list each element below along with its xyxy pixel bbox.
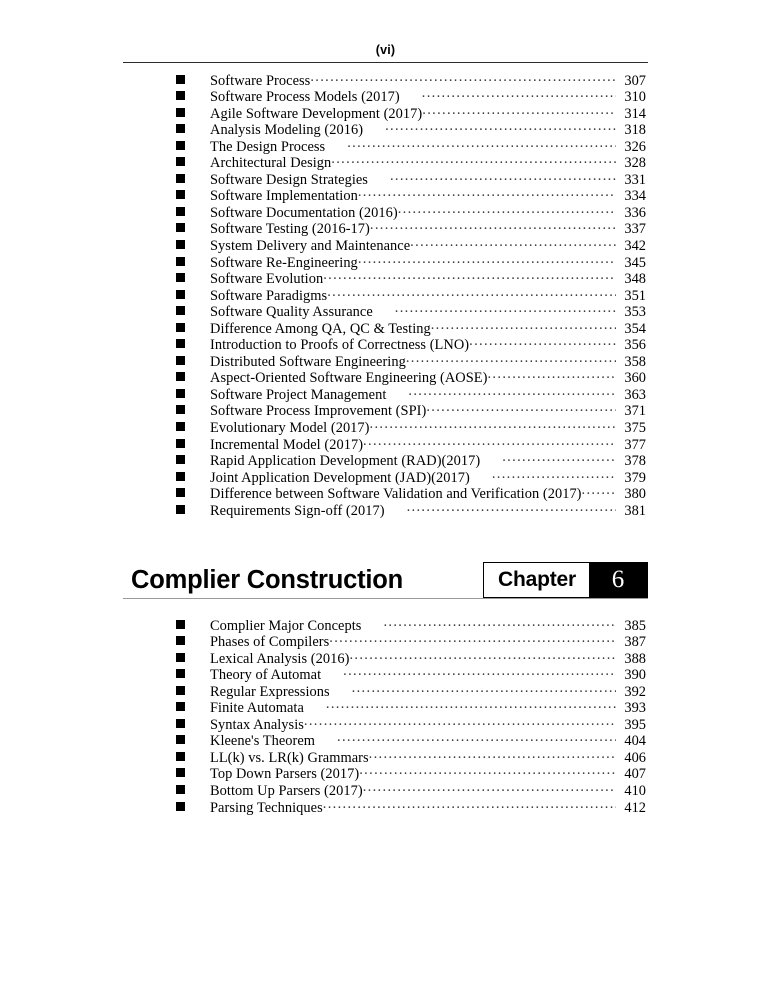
toc-entry-page-number: 395	[624, 716, 646, 733]
square-bullet-icon	[176, 141, 185, 150]
toc-entry-title: Incremental Model (2017)	[210, 436, 364, 453]
dot-leader	[359, 762, 616, 779]
square-bullet-icon	[176, 323, 185, 332]
dot-leader	[304, 712, 616, 729]
square-bullet-icon	[176, 719, 185, 728]
toc-entry-page-number: 387	[624, 634, 646, 651]
toc-entry-title: Kleene's Theorem	[210, 733, 316, 750]
chapter-header	[123, 562, 648, 600]
square-bullet-icon	[176, 223, 185, 232]
toc-entry-page-number: 390	[624, 667, 646, 684]
toc-list-chapter-5	[176, 68, 646, 519]
dot-leader	[431, 316, 616, 333]
square-bullet-icon	[176, 108, 185, 117]
toc-entry-title: Difference Among QA, QC & Testing	[210, 320, 431, 337]
dot-leader	[358, 184, 616, 201]
dot-leader	[330, 679, 616, 696]
dot-leader	[368, 167, 616, 184]
square-bullet-icon	[176, 702, 185, 711]
toc-entry-page-number: 377	[624, 436, 646, 453]
dot-leader	[361, 613, 616, 630]
dot-leader	[370, 415, 616, 432]
dot-leader	[329, 630, 616, 647]
square-bullet-icon	[176, 439, 185, 448]
dot-leader	[310, 68, 616, 85]
square-bullet-icon	[176, 389, 185, 398]
toc-entry-title: Architectural Design	[210, 155, 332, 172]
dot-leader	[400, 85, 616, 102]
dot-leader	[398, 200, 616, 217]
toc-entry-title: Aspect-Oriented Software Engineering (AOSE)	[210, 370, 488, 387]
dot-leader	[406, 349, 616, 366]
square-bullet-icon	[176, 75, 185, 84]
square-bullet-icon	[176, 505, 185, 514]
toc-entry-title: Software Testing (2016-17)	[210, 221, 370, 238]
toc-entry-title: LL(k) vs. LR(k) Grammars	[210, 749, 369, 766]
dot-leader	[321, 663, 616, 680]
toc-entry-page-number: 371	[624, 403, 646, 420]
toc-entry-title: Difference between Software Validation and Verification (2017)	[210, 486, 582, 503]
toc-entry-page-number: 363	[624, 386, 646, 403]
square-bullet-icon	[176, 620, 185, 629]
toc-entry-page-number: 318	[624, 122, 646, 139]
dot-leader	[363, 118, 616, 135]
toc-entry-page-number: 407	[624, 766, 646, 783]
square-bullet-icon	[176, 207, 185, 216]
square-bullet-icon	[176, 686, 185, 695]
square-bullet-icon	[176, 636, 185, 645]
toc-entry-page-number: 380	[624, 486, 646, 503]
square-bullet-icon	[176, 290, 185, 299]
toc-entry-title: Agile Software Development (2017)	[210, 105, 423, 122]
toc-entry-title: Syntax Analysis	[210, 716, 304, 733]
toc-entry-page-number: 314	[624, 105, 646, 122]
dot-leader	[369, 745, 616, 762]
toc-entry-title: Phases of Compilers	[210, 634, 330, 651]
dot-leader	[325, 134, 616, 151]
toc-entry-page-number: 385	[624, 617, 646, 634]
square-bullet-icon	[176, 768, 185, 777]
toc-entry-title: Software Process Models (2017)	[210, 89, 400, 106]
toc-entry-title: System Delivery and Maintenance	[210, 238, 411, 255]
dot-leader	[373, 300, 616, 317]
square-bullet-icon	[176, 422, 185, 431]
toc-entry-page-number: 336	[624, 204, 646, 221]
toc-entry-page-number: 404	[624, 733, 646, 750]
square-bullet-icon	[176, 752, 185, 761]
square-bullet-icon	[176, 405, 185, 414]
toc-entry-title: Software Project Management	[210, 386, 387, 403]
dot-leader	[349, 646, 616, 663]
dot-leader	[422, 101, 616, 118]
toc-entry-page-number: 375	[624, 420, 646, 437]
square-bullet-icon	[176, 488, 185, 497]
dot-leader	[323, 795, 616, 812]
chapter-number: 6	[589, 563, 647, 597]
toc-entry-page-number: 351	[624, 287, 646, 304]
toc-entry-title: Introduction to Proofs of Correctness (LNO)	[210, 337, 470, 354]
toc-entry-title: Software Implementation	[210, 188, 358, 205]
square-bullet-icon	[176, 653, 185, 662]
dot-leader	[426, 399, 616, 416]
toc-entry-page-number: 342	[624, 238, 646, 255]
dot-leader	[358, 250, 616, 267]
toc-entry-page-number: 406	[624, 749, 646, 766]
dot-leader	[410, 233, 616, 250]
toc-entry-title: Software Re-Engineering	[210, 254, 358, 271]
toc-entry-title: Evolutionary Model (2017)	[210, 420, 370, 437]
toc-entry-page-number: 328	[624, 155, 646, 172]
dot-leader	[386, 382, 616, 399]
toc-entry-title: Bottom Up Parsers (2017)	[210, 783, 363, 800]
toc-entry-page-number: 326	[624, 138, 646, 155]
toc-entry-page-number: 393	[624, 700, 646, 717]
square-bullet-icon	[176, 306, 185, 315]
toc-entry-title: Complier Major Concepts	[210, 617, 362, 634]
toc-entry-title: Lexical Analysis (2016)	[210, 650, 350, 667]
square-bullet-icon	[176, 240, 185, 249]
toc-entry-page-number: 381	[624, 502, 646, 519]
square-bullet-icon	[176, 339, 185, 348]
toc-entry-page-number: 310	[624, 89, 646, 106]
square-bullet-icon	[176, 174, 185, 183]
toc-entry-page-number: 392	[624, 683, 646, 700]
header-rule	[123, 62, 648, 63]
chapter-rule	[123, 598, 648, 599]
dot-leader	[469, 333, 616, 350]
toc-entry-page-number: 358	[624, 353, 646, 370]
toc-entry-title: Top Down Parsers (2017)	[210, 766, 360, 783]
toc-entry-page-number: 354	[624, 320, 646, 337]
dot-leader	[327, 283, 616, 300]
toc-entry-page-number: 353	[624, 304, 646, 321]
square-bullet-icon	[176, 785, 185, 794]
toc-entry-page-number: 331	[624, 171, 646, 188]
square-bullet-icon	[176, 802, 185, 811]
square-bullet-icon	[176, 669, 185, 678]
toc-entry-page-number: 378	[624, 453, 646, 470]
dot-leader	[331, 151, 616, 168]
toc-entry-title: Software Paradigms	[210, 287, 328, 304]
toc-entry-page-number: 379	[624, 469, 646, 486]
chapter-title: Complier Construction	[131, 566, 404, 594]
toc-entry-title: Rapid Application Development (RAD)(2017)	[210, 453, 481, 470]
toc-entry-title: Regular Expressions	[210, 683, 330, 700]
toc-entry-title: Finite Automata	[210, 700, 304, 717]
toc-entry-title: Parsing Techniques	[210, 799, 323, 816]
dot-leader	[323, 267, 616, 284]
dot-leader	[363, 432, 616, 449]
toc-entry-title: Software Quality Assurance	[210, 304, 373, 321]
toc-entry-page-number: 345	[624, 254, 646, 271]
square-bullet-icon	[176, 190, 185, 199]
toc-entry-page-number: 388	[624, 650, 646, 667]
chapter-tag	[483, 562, 648, 598]
toc-entry-page-number: 360	[624, 370, 646, 387]
square-bullet-icon	[176, 356, 185, 365]
dot-leader	[487, 366, 616, 383]
square-bullet-icon	[176, 257, 185, 266]
dot-leader	[385, 498, 616, 515]
square-bullet-icon	[176, 455, 185, 464]
dot-leader	[582, 482, 616, 499]
toc-entry-title: Requirements Sign-off (2017)	[210, 502, 385, 519]
dot-leader	[304, 696, 616, 713]
toc-entry[interactable]	[176, 613, 646, 634]
toc-entry[interactable]	[176, 68, 646, 89]
page-folio: (vi)	[375, 43, 396, 57]
toc-entry-page-number: 334	[624, 188, 646, 205]
toc-entry-title: Theory of Automat	[210, 667, 322, 684]
toc-entry-title: Software Evolution	[210, 271, 324, 288]
toc-list-chapter-6	[176, 613, 646, 816]
dot-leader	[480, 449, 616, 466]
toc-entry-page-number: 412	[624, 799, 646, 816]
square-bullet-icon	[176, 735, 185, 744]
square-bullet-icon	[176, 472, 185, 481]
toc-entry-title: The Design Process	[210, 138, 326, 155]
toc-entry-title: Software Process	[210, 72, 311, 89]
toc-entry-title: Distributed Software Engineering	[210, 353, 406, 370]
dot-leader	[370, 217, 616, 234]
toc-entry-title: Analysis Modeling (2016)	[210, 122, 364, 139]
toc-entry-title: Software Design Strategies	[210, 171, 368, 188]
toc-entry-title: Software Process Improvement (SPI)	[210, 403, 427, 420]
toc-entry-page-number: 356	[624, 337, 646, 354]
dot-leader	[363, 778, 616, 795]
toc-entry-page-number: 337	[624, 221, 646, 238]
toc-entry-title: Software Documentation (2016)	[210, 204, 398, 221]
square-bullet-icon	[176, 372, 185, 381]
toc-entry-title: Joint Application Development (JAD)(2017)	[210, 469, 470, 486]
dot-leader	[470, 465, 616, 482]
square-bullet-icon	[176, 91, 185, 100]
toc-entry-page-number: 410	[624, 783, 646, 800]
square-bullet-icon	[176, 157, 185, 166]
square-bullet-icon	[176, 273, 185, 282]
toc-entry-page-number: 307	[624, 72, 646, 89]
chapter-label: Chapter	[498, 568, 576, 591]
dot-leader	[315, 729, 616, 746]
square-bullet-icon	[176, 124, 185, 133]
toc-entry-page-number: 348	[624, 271, 646, 288]
